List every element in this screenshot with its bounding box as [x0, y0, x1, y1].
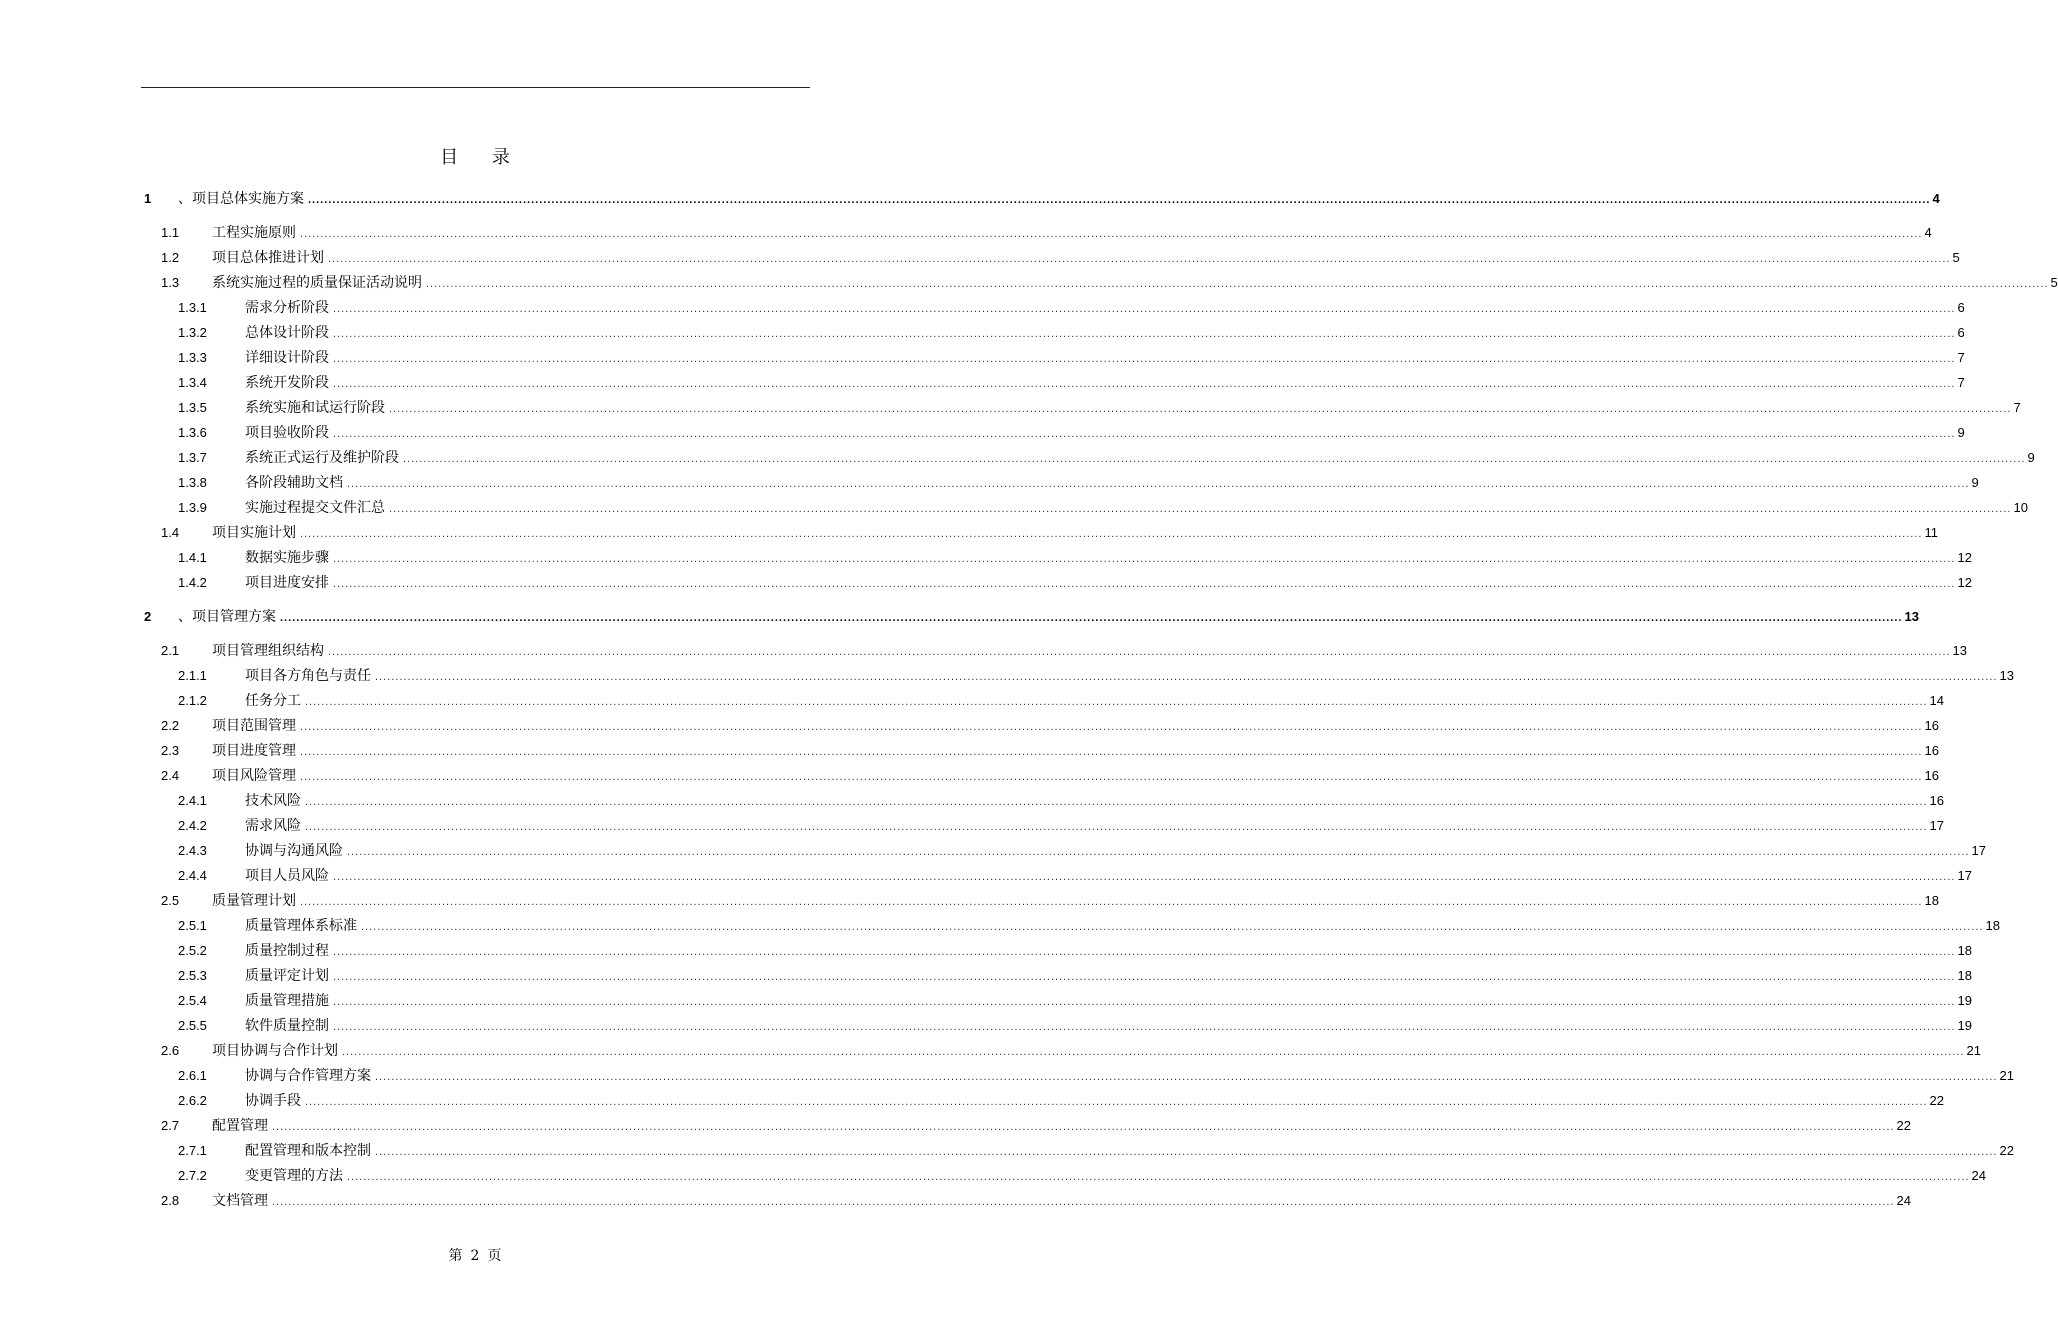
toc-entry-line — [245, 1165, 1986, 1188]
toc-dot-leader: ................................................................................................................................................................................................................................................................................................................................................................................................................ — [305, 696, 1928, 708]
toc-entry-line — [245, 372, 1965, 395]
toc-dot-leader: ................................................................................................................................................................................................................................................................................................................................................................................................................ — [272, 1121, 1895, 1133]
toc-entry-title: 详细设计阶段 — [245, 350, 329, 366]
toc-entry-page: 10 — [2013, 500, 2028, 515]
toc-entry-line — [212, 765, 1939, 788]
toc-entry-title: 各阶段辅助文档 — [245, 475, 343, 491]
toc-dot-leader: ................................................................................................................................................................................................................................................................................................................................................................................................................ — [375, 1146, 1998, 1158]
toc-entry-title: 质量评定计划 — [245, 968, 329, 984]
toc-entry[interactable] — [0, 606, 1919, 628]
toc-dot-leader: ................................................................................................................................................................................................................................................................................................................................................................................................................ — [333, 303, 1956, 315]
toc-entry-title: 工程实施原则 — [212, 225, 296, 241]
toc-entry-title: 项目人员风险 — [245, 868, 329, 884]
toc-entry[interactable] — [0, 640, 1967, 662]
toc-entry-page: 24 — [1896, 1193, 1911, 1208]
toc-entry-line — [245, 547, 1972, 570]
toc-entry[interactable] — [0, 865, 1972, 887]
toc-dot-leader: ................................................................................................................................................................................................................................................................................................................................................................................................................ — [305, 1096, 1928, 1108]
toc-entry-number: 1.3 — [161, 275, 180, 290]
toc-entry-title: 技术风险 — [245, 793, 301, 809]
toc-entry-title: 质量管理措施 — [245, 993, 329, 1009]
toc-entry-line — [212, 222, 1932, 245]
footer-prefix: 第 — [448, 1248, 463, 1264]
toc-entry-line — [178, 188, 1940, 211]
toc-entry-title: 项目进度管理 — [212, 743, 296, 759]
toc-dot-leader: ................................................................................................................................................................................................................................................................................................................................................................................................................ — [300, 721, 1923, 733]
toc-entry[interactable] — [0, 422, 1965, 444]
toc-entry-number: 1.3.8 — [178, 475, 207, 490]
toc-entry-title: 项目管理组织结构 — [212, 643, 324, 659]
toc-entry-number: 2.5 — [161, 893, 180, 908]
toc-entry-title: 、项目管理方案 — [178, 609, 276, 625]
toc-entry-number: 1.3.4 — [178, 375, 207, 390]
footer-suffix: 页 — [487, 1248, 502, 1264]
toc-entry[interactable] — [0, 1165, 1986, 1187]
toc-dot-leader: ................................................................................................................................................................................................................................................................................................................................................................................................................ — [333, 871, 1956, 883]
toc-entry-page: 19 — [1957, 993, 1972, 1008]
toc-entry-page: 11 — [1924, 525, 1938, 540]
toc-entry-page: 18 — [1957, 968, 1972, 983]
toc-entry-title: 总体设计阶段 — [245, 325, 329, 341]
toc-dot-leader: ................................................................................................................................................................................................................................................................................................................................................................................................................ — [328, 253, 1951, 265]
toc-entry-line — [212, 1040, 1981, 1063]
toc-entry-line — [178, 606, 1919, 629]
toc-entry-title: 协调与合作管理方案 — [245, 1068, 371, 1084]
toc-dot-leader: ................................................................................................................................................................................................................................................................................................................................................................................................................ — [389, 503, 2012, 515]
toc-entry-number: 2.5.4 — [178, 993, 207, 1008]
toc-entry-title: 质量控制过程 — [245, 943, 329, 959]
toc-entry-line — [245, 497, 2028, 520]
toc-entry-title: 系统正式运行及维护阶段 — [245, 450, 399, 466]
toc-entry[interactable] — [0, 347, 1965, 369]
toc-dot-leader: ................................................................................................................................................................................................................................................................................................................................................................................................................ — [305, 796, 1928, 808]
toc-entry[interactable] — [0, 765, 1939, 787]
toc-entry-title: 项目风险管理 — [212, 768, 296, 784]
toc-entry[interactable] — [0, 940, 1972, 962]
toc-entry-page: 16 — [1924, 768, 1939, 783]
toc-entry-line — [245, 915, 2000, 938]
toc-entry-page: 13 — [1904, 609, 1919, 624]
toc-entry-line — [245, 1090, 1944, 1113]
toc-entry[interactable] — [0, 1140, 2014, 1162]
toc-entry-line — [245, 815, 1944, 838]
toc-entry-page: 4 — [1932, 191, 1940, 206]
toc-entry-line — [245, 422, 1965, 445]
toc-entry[interactable] — [0, 740, 1939, 762]
toc-entry-number: 1.4.2 — [178, 575, 207, 590]
toc-dot-leader: ................................................................................................................................................................................................................................................................................................................................................................................................................ — [333, 353, 1956, 365]
toc-dot-leader: ................................................................................................................................................................................................................................................................................................................................................................................................................ — [333, 428, 1956, 440]
toc-entry-page: 14 — [1929, 693, 1944, 708]
toc-entry-title: 协调与沟通风险 — [245, 843, 343, 859]
toc-entry[interactable] — [0, 815, 1944, 837]
toc-dot-leader: ................................................................................................................................................................................................................................................................................................................................................................................................................ — [300, 746, 1923, 758]
toc-entry-title: 实施过程提交文件汇总 — [245, 500, 385, 516]
toc-entry-line — [245, 347, 1965, 370]
toc-entry[interactable] — [0, 840, 1986, 862]
toc-entry-title: 项目各方角色与责任 — [245, 668, 371, 684]
toc-entry-line — [245, 790, 1944, 813]
toc-entry-page: 16 — [1929, 793, 1944, 808]
toc-entry-title: 配置管理 — [212, 1118, 268, 1134]
toc-entry-number: 2.8 — [161, 1193, 180, 1208]
toc-entry-page: 12 — [1957, 575, 1972, 590]
toc-entry-number: 2.4 — [161, 768, 180, 783]
toc-entry-number: 2.4.1 — [178, 793, 207, 808]
toc-entry-line — [245, 322, 1965, 345]
toc-entry[interactable] — [0, 497, 2028, 519]
toc-entry[interactable] — [0, 397, 2021, 419]
toc-entry[interactable] — [0, 1015, 1972, 1037]
toc-entry-line — [212, 272, 2058, 295]
toc-entry-page: 13 — [1999, 668, 2014, 683]
toc-entry-line — [245, 572, 1972, 595]
toc-entry-page: 18 — [1985, 918, 2000, 933]
toc-entry-title: 变更管理的方法 — [245, 1168, 343, 1184]
toc-dot-leader: ................................................................................................................................................................................................................................................................................................................................................................................................................ — [333, 553, 1956, 565]
toc-entry-title: 质量管理计划 — [212, 893, 296, 909]
toc-entry-number: 2.4.4 — [178, 868, 207, 883]
toc-entry-page: 21 — [1966, 1043, 1981, 1058]
toc-entry-number: 1.3.2 — [178, 325, 207, 340]
toc-entry[interactable] — [0, 372, 1965, 394]
toc-entry[interactable] — [0, 715, 1939, 737]
toc-entry-page: 21 — [1999, 1068, 2014, 1083]
toc-dot-leader: ................................................................................................................................................................................................................................................................................................................................................................................................................ — [342, 1046, 1965, 1058]
toc-entry[interactable] — [0, 272, 2058, 294]
toc-entry-page: 24 — [1971, 1168, 1986, 1183]
toc-dot-leader: ................................................................................................................................................................................................................................................................................................................................................................................................................ — [403, 453, 2026, 465]
toc-dot-leader: ................................................................................................................................................................................................................................................................................................................................................................................................................ — [333, 971, 1956, 983]
toc-entry-page: 22 — [1929, 1093, 1944, 1108]
toc-dot-leader: ................................................................................................................................................................................................................................................................................................................................................................................................................ — [333, 578, 1956, 590]
toc-entry[interactable] — [0, 890, 1939, 912]
toc-entry-number: 2.5.2 — [178, 943, 207, 958]
toc-entry-title: 项目进度安排 — [245, 575, 329, 591]
toc-entry-line — [245, 865, 1972, 888]
toc-entry-page: 6 — [1957, 325, 1965, 340]
toc-entry-line — [245, 447, 2035, 470]
toc-entry-title: 项目总体推进计划 — [212, 250, 324, 266]
toc-entry-line — [245, 1015, 1972, 1038]
toc-entry-title: 软件质量控制 — [245, 1018, 329, 1034]
toc-entry-title: 文档管理 — [212, 1193, 268, 1209]
toc-entry-line — [245, 665, 2014, 688]
toc-dot-leader: ................................................................................................................................................................................................................................................................................................................................................................................................................ — [300, 228, 1923, 240]
toc-entry-page: 4 — [1924, 225, 1932, 240]
toc-entry-number: 2.1.2 — [178, 693, 207, 708]
toc-entry-page: 16 — [1924, 743, 1939, 758]
toc-entry-number: 1.3.5 — [178, 400, 207, 415]
toc-entry-title: 质量管理体系标准 — [245, 918, 357, 934]
toc-entry-page: 9 — [1957, 425, 1965, 440]
toc-entry[interactable] — [0, 247, 1960, 269]
toc-entry-line — [212, 247, 1960, 270]
toc-dot-leader: ................................................................................................................................................................................................................................................................................................................................................................................................................ — [308, 194, 1931, 206]
toc-entry-number: 1.3.1 — [178, 300, 207, 315]
toc-entry-number: 1.1 — [161, 225, 180, 240]
toc-entry-line — [245, 397, 2021, 420]
toc-entry[interactable] — [0, 1115, 1911, 1137]
toc-entry-line — [245, 297, 1965, 320]
toc-entry-number: 2.1 — [161, 643, 180, 658]
toc-entry[interactable] — [0, 297, 1965, 319]
toc-dot-leader: ................................................................................................................................................................................................................................................................................................................................................................................................................ — [333, 946, 1956, 958]
toc-dot-leader: ................................................................................................................................................................................................................................................................................................................................................................................................................ — [389, 403, 2012, 415]
toc-dot-leader: ................................................................................................................................................................................................................................................................................................................................................................................................................ — [305, 821, 1928, 833]
toc-entry-page: 5 — [2050, 275, 2058, 290]
toc-entry-title: 系统实施过程的质量保证活动说明 — [212, 275, 422, 291]
toc-entry-number: 2 — [144, 609, 152, 624]
toc-entry[interactable] — [0, 222, 1932, 244]
toc-dot-leader: ................................................................................................................................................................................................................................................................................................................................................................................................................ — [375, 671, 1998, 683]
toc-entry-title: 、项目总体实施方案 — [178, 191, 304, 207]
toc-dot-leader: ................................................................................................................................................................................................................................................................................................................................................................................................................ — [300, 528, 1923, 540]
toc-dot-leader: ................................................................................................................................................................................................................................................................................................................................................................................................................ — [328, 646, 1951, 658]
toc-entry-title: 需求分析阶段 — [245, 300, 329, 316]
toc-entry-line — [212, 715, 1939, 738]
toc-entry-line — [212, 1190, 1911, 1213]
toc-entry-line — [245, 840, 1986, 863]
page-footer — [0, 1245, 950, 1265]
toc-entry-number: 2.1.1 — [178, 668, 207, 683]
toc-dot-leader: ................................................................................................................................................................................................................................................................................................................................................................................................................ — [347, 478, 1970, 490]
toc-entry[interactable] — [0, 965, 1972, 987]
toc-entry-title: 项目验收阶段 — [245, 425, 329, 441]
toc-entry-page: 5 — [1952, 250, 1960, 265]
toc-entry[interactable] — [0, 547, 1972, 569]
toc-entry-title: 需求风险 — [245, 818, 301, 834]
toc-dot-leader: ................................................................................................................................................................................................................................................................................................................................................................................................................ — [361, 921, 1984, 933]
toc-entry-number: 1.4 — [161, 525, 180, 540]
toc-entry-page: 17 — [1971, 843, 1986, 858]
toc-entry-title: 数据实施步骤 — [245, 550, 329, 566]
toc-entry-number: 2.3 — [161, 743, 180, 758]
toc-entry-page: 12 — [1957, 550, 1972, 565]
toc-entry-number: 2.7.2 — [178, 1168, 207, 1183]
toc-entry-number: 2.5.1 — [178, 918, 207, 933]
toc-dot-leader: ................................................................................................................................................................................................................................................................................................................................................................................................................ — [333, 378, 1956, 390]
header-rule — [141, 87, 810, 88]
toc-entry-line — [212, 522, 1938, 545]
toc-entry-page: 17 — [1957, 868, 1972, 883]
toc-entry[interactable] — [0, 522, 1938, 544]
toc-entry-number: 2.4.2 — [178, 818, 207, 833]
toc-entry[interactable] — [0, 447, 2035, 469]
toc-entry-title: 协调手段 — [245, 1093, 301, 1109]
toc-entry-number: 1.3.6 — [178, 425, 207, 440]
toc-entry-page: 18 — [1924, 893, 1939, 908]
toc-entry-number: 1.4.1 — [178, 550, 207, 565]
toc-dot-leader: ................................................................................................................................................................................................................................................................................................................................................................................................................ — [347, 1171, 1970, 1183]
toc-entry-number: 2.6 — [161, 1043, 180, 1058]
toc-entry-page: 18 — [1957, 943, 1972, 958]
toc-entry-line — [212, 740, 1939, 763]
toc-entry-line — [245, 472, 1979, 495]
toc-entry-number: 1.2 — [161, 250, 180, 265]
toc-entry[interactable] — [0, 188, 1940, 210]
toc-entry-page: 13 — [1952, 643, 1967, 658]
toc-entry-page: 7 — [1957, 350, 1965, 365]
toc-entry-number: 2.7 — [161, 1118, 180, 1133]
toc-entry[interactable] — [0, 665, 2014, 687]
toc-entry-title: 项目范围管理 — [212, 718, 296, 734]
toc-entry-title: 配置管理和版本控制 — [245, 1143, 371, 1159]
toc-entry-number: 2.6.1 — [178, 1068, 207, 1083]
toc-entry-number: 1.3.9 — [178, 500, 207, 515]
toc-entry-number: 2.7.1 — [178, 1143, 207, 1158]
toc-entry-number: 1.3.3 — [178, 350, 207, 365]
toc-entry-number: 2.6.2 — [178, 1093, 207, 1108]
toc-dot-leader: ................................................................................................................................................................................................................................................................................................................................................................................................................ — [426, 278, 2049, 290]
toc-entry[interactable] — [0, 915, 2000, 937]
toc-entry[interactable] — [0, 1065, 2014, 1087]
toc-title: 目 录 — [440, 147, 524, 168]
footer-page-number: 2 — [470, 1248, 480, 1264]
toc-entry[interactable] — [0, 1040, 1981, 1062]
toc-entry-line — [212, 890, 1939, 913]
toc-entry-number: 2.5.5 — [178, 1018, 207, 1033]
toc-entry[interactable] — [0, 1090, 1944, 1112]
toc-entry[interactable] — [0, 572, 1972, 594]
toc-entry-line — [245, 1140, 2014, 1163]
toc-dot-leader: ................................................................................................................................................................................................................................................................................................................................................................................................................ — [333, 328, 1956, 340]
toc-entry[interactable] — [0, 472, 1979, 494]
toc-dot-leader: ................................................................................................................................................................................................................................................................................................................................................................................................................ — [280, 612, 1903, 624]
toc-dot-leader: ................................................................................................................................................................................................................................................................................................................................................................................................................ — [333, 996, 1956, 1008]
toc-entry[interactable] — [0, 322, 1965, 344]
toc-entry-line — [245, 940, 1972, 963]
toc-entry-page: 22 — [1999, 1143, 2014, 1158]
toc-entry-line — [245, 990, 1972, 1013]
toc-dot-leader: ................................................................................................................................................................................................................................................................................................................................................................................................................ — [333, 1021, 1956, 1033]
toc-entry-number: 1 — [144, 191, 152, 206]
toc-entry-page: 7 — [1957, 375, 1965, 390]
toc-entry-page: 9 — [2027, 450, 2035, 465]
toc-dot-leader: ................................................................................................................................................................................................................................................................................................................................................................................................................ — [272, 1196, 1895, 1208]
toc-entry-line — [245, 965, 1972, 988]
toc-entry-line — [212, 640, 1967, 663]
toc-entry-number: 1.3.7 — [178, 450, 207, 465]
toc-entry-page: 19 — [1957, 1018, 1972, 1033]
toc-entry-title: 系统开发阶段 — [245, 375, 329, 391]
toc-dot-leader: ................................................................................................................................................................................................................................................................................................................................................................................................................ — [300, 896, 1923, 908]
toc-dot-leader: ................................................................................................................................................................................................................................................................................................................................................................................................................ — [375, 1071, 1998, 1083]
toc-entry-page: 7 — [2013, 400, 2021, 415]
toc-entry-line — [245, 1065, 2014, 1088]
toc-entry-page: 6 — [1957, 300, 1965, 315]
toc-entry-page: 9 — [1971, 475, 1979, 490]
toc-entry[interactable] — [0, 690, 1944, 712]
toc-entry-title: 项目协调与合作计划 — [212, 1043, 338, 1059]
toc-entry-number: 2.5.3 — [178, 968, 207, 983]
toc-entry-title: 任务分工 — [245, 693, 301, 709]
toc-entry[interactable] — [0, 1190, 1911, 1212]
toc-dot-leader: ................................................................................................................................................................................................................................................................................................................................................................................................................ — [347, 846, 1970, 858]
toc-entry-number: 2.4.3 — [178, 843, 207, 858]
toc-entry-line — [245, 690, 1944, 713]
toc-entry[interactable] — [0, 990, 1972, 1012]
toc-entry[interactable] — [0, 790, 1944, 812]
toc-entry-page: 16 — [1924, 718, 1939, 733]
toc-entry-title: 系统实施和试运行阶段 — [245, 400, 385, 416]
toc-entry-number: 2.2 — [161, 718, 180, 733]
toc-entry-page: 22 — [1896, 1118, 1911, 1133]
toc-entry-page: 17 — [1929, 818, 1944, 833]
toc-dot-leader: ................................................................................................................................................................................................................................................................................................................................................................................................................ — [300, 771, 1923, 783]
toc-entry-title: 项目实施计划 — [212, 525, 296, 541]
toc-entry-line — [212, 1115, 1911, 1138]
